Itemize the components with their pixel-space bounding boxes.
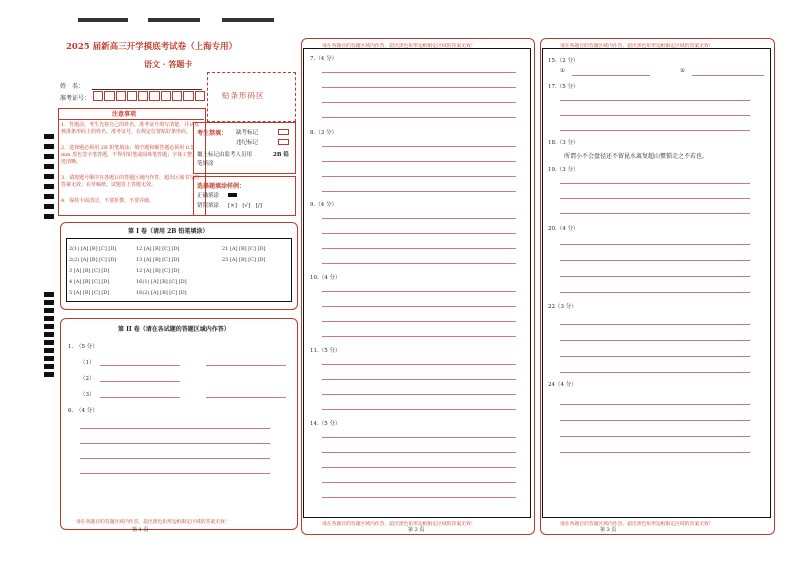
q15-blank1-line[interactable] [572,75,650,76]
wrong-fill-marks: [×] [√] [/] [228,203,262,209]
mc-column-1[interactable]: 2(1) [A] [B] [C] [D] 2(2) [A] [B] [C] [D] 3 [A] [B] [C] [D] 4 [A] [B] [C] [D] 5 [A] [B] [C] [D] [69,246,117,296]
top-dash-3 [222,18,274,22]
q22-label: 22（3 分） [548,304,577,310]
page3-warning-bottom: 请在各题目的答题区域内作答，超出黑色矩形边框限定区域的答案无效！ [560,522,714,527]
correct-fill-sample [228,193,237,197]
page3-answer-area [542,48,771,518]
q6-line-4[interactable] [80,473,270,474]
part1-title: 第 I 卷（请用 2B 铅笔填涂） [128,228,209,235]
notice-item-3: 3．请按题号顺序在各题目的答题区域内作答，超出区域书写的答案无效；在草稿纸、试题卷上答题无效。 [61,175,200,189]
q1-sub3-line-b[interactable] [206,397,286,398]
page3-footer: 第 3 页 [600,527,617,533]
q7-label: 7.（4 分） [310,56,337,62]
subject-title: 语文 · 答题卡 [144,59,193,69]
page2-footer: 第 2 页 [408,527,425,533]
forbid-title: 考生禁填： [197,130,228,137]
q1-sub3-label: （3） [80,392,95,398]
q1-sub1-line-b[interactable] [206,365,286,366]
mc-column-2[interactable]: 12 [A] [B] [C] [D] 13 [A] [B] [C] [D] 12 [A] [B] [C] [D] 16(1) [A] [B] [C] [D] 16(2) [A] [B] [C] [D] [136,246,187,296]
q24-label: 24（4 分） [548,382,577,388]
page2-warning-bottom: 请在各题目的答题区域内作答，超出黑色矩形边框限定区域的答案无效！ [322,522,476,527]
q1-sub1-line-a[interactable] [100,365,180,366]
absent-mark-box[interactable] [278,129,289,135]
q15-blank2-line[interactable] [692,75,764,76]
notice-item-2: 2．选择题必须用 2B 铅笔填涂；填空题和解答题必须用 0.5 mm 黑色签字笔答题，不得用铅笔或圆珠笔答题；字体工整、笔迹清晰。 [61,145,203,166]
mc-column-3[interactable]: 21 [A] [B] [C] [D] 23 [A] [B] [C] [D] [222,246,266,263]
q1-sub2-label: （2） [80,376,95,382]
q9-label: 9.（4 分） [310,202,337,208]
page2-answer-area [303,48,531,518]
fill-sample-title: 选择题填涂样例： [197,183,246,190]
q15-label: 15.（2 分） [548,58,579,64]
forbid-note-b: 2B 铅 [273,152,289,158]
q10-label: 10.（4 分） [310,275,341,281]
exam-no-label: 准考证号： [60,95,91,102]
q6-label: 6. （4 分） [68,408,98,414]
q14-label: 14.（5 分） [310,421,341,427]
part2-title: 第 II 卷（请在各试题的答题区域内作答） [118,326,230,333]
exam-title: 2025 届新高三开学摸底考试卷（上海专用） [66,42,238,52]
q6-line-1[interactable] [80,428,270,429]
q1-label: 1. （5 分） [68,344,98,350]
q15-blank1-label: ① [560,68,565,74]
q8-label: 8.（3 分） [310,130,337,136]
notice-item-1: 1．答题前，考生先将自己的姓名、准考证号填写清楚，并认真核准条形码上的姓名、准考证号，在规定位置贴好条形码。 [61,122,200,136]
correct-fill-label: 正确填涂 [197,193,220,199]
forbid-note-c: 笔填涂 [197,161,214,167]
top-dash-1 [78,18,128,22]
top-dash-2 [148,18,200,22]
q1-sub3-line-a[interactable] [100,397,180,398]
page1-footer: 第 1 页 [132,527,149,533]
absent-label: 缺考标记 [236,130,259,136]
q20-label: 20.（4 分） [548,226,579,232]
q11-label: 11.（5 分） [310,348,341,354]
barcode-label: 贴条形码区 [222,91,265,100]
q15-blank2-label: ② [680,68,685,74]
q19-label: 19.（3 分） [548,167,579,173]
violation-mark-box[interactable] [278,139,289,145]
name-line[interactable] [92,89,202,90]
notice-item-4: 4．保持卡面清洁，不要折叠，不要弄破。 [61,198,155,204]
wrong-fill-label: 错误填涂 [197,203,220,209]
violation-label: 违纪标记 [236,140,259,146]
forbid-note-a: 以上标记由监考人员用 [197,152,253,158]
q17-label: 17.（5 分） [548,84,579,90]
q6-line-3[interactable] [80,458,270,459]
exam-no-boxes[interactable] [93,91,205,101]
page1-warning: 请在各题目的答题区域内作答，超出黑色矩形边框限定区域的答案无效！ [76,520,230,525]
q18-label: 18.（3 分） [548,140,579,146]
page3-warning-top: 请在各题目的答题区域内作答，超出黑色矩形边框限定区域的答案无效！ [560,44,714,49]
q1-sub1-label: （1） [80,360,95,366]
q18-poem: 所谓小不会盘径还不留昆水离复超山惯锁走之不若也。 [564,153,709,160]
q1-sub2-line[interactable] [100,381,180,382]
q6-line-2[interactable] [80,443,270,444]
notice-title: 注意事项 [112,111,137,118]
name-label: 姓 名： [60,83,85,90]
page2-warning-top: 请在各题目的答题区域内作答，超出黑色矩形边框限定区域的答案无效！ [322,44,476,49]
